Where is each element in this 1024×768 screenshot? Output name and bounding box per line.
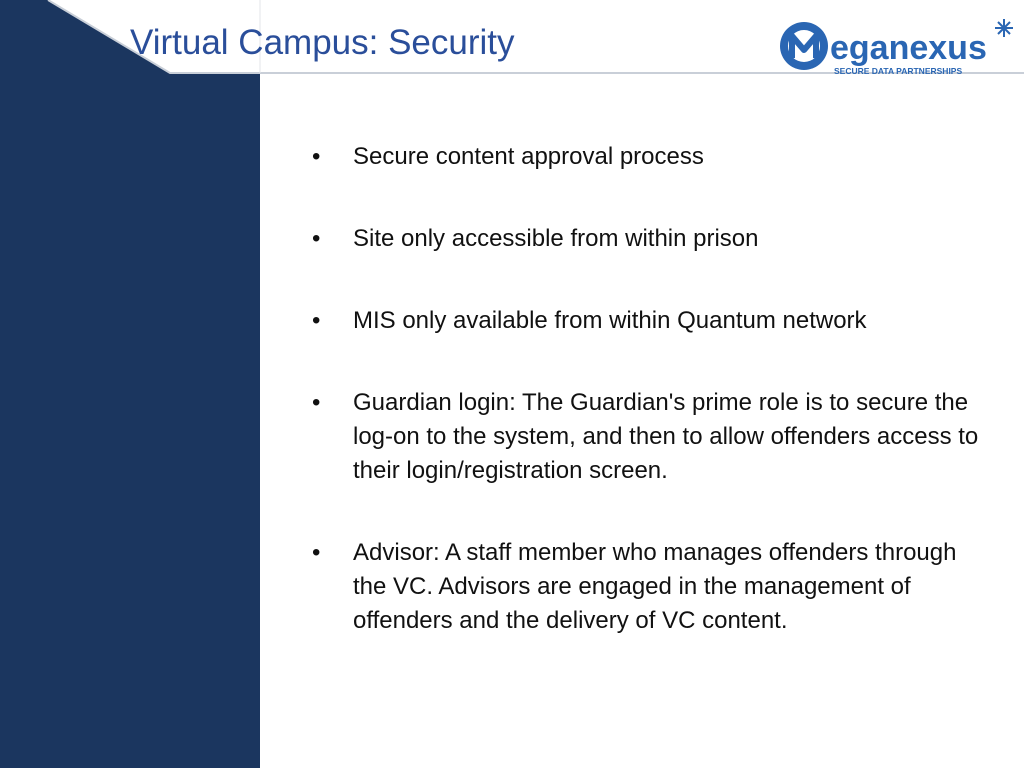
bullet-item <box>312 536 992 638</box>
bullet-marker: • <box>312 307 321 334</box>
bullet-marker: • <box>312 143 321 170</box>
bullet-marker: • <box>312 225 321 252</box>
bullet-marker: • <box>312 389 321 416</box>
svg-text:eganexus: eganexus <box>830 29 987 67</box>
bullet-text: MIS only available from within Quantum network <box>353 307 867 334</box>
sidebar-panel <box>0 0 260 768</box>
bullet-text: Advisor: A staff member who manages offenders through the VC. Advisors are engaged in the management of offenders and the delivery of VC content. <box>353 539 957 634</box>
bullet-item <box>312 386 992 488</box>
snowflake-icon <box>995 19 1013 37</box>
bullet-item <box>312 304 992 338</box>
bullet-text: Guardian login: The Guardian's prime role is to secure the log-on to the system, and then to allow offenders access to their login/registration screen. <box>353 389 979 484</box>
bullet-item <box>312 140 992 174</box>
slide-title: Virtual Campus: Security <box>130 23 515 62</box>
logo-tagline: SECURE DATA PARTNERSHIPS <box>834 66 963 76</box>
bullet-marker: • <box>312 539 321 566</box>
bullet-item <box>312 222 992 256</box>
bullet-list <box>312 140 992 686</box>
bullet-text: Site only accessible from within prison <box>353 225 759 252</box>
meganexus-logo <box>776 14 1020 78</box>
bullet-text: Secure content approval process <box>353 143 704 170</box>
